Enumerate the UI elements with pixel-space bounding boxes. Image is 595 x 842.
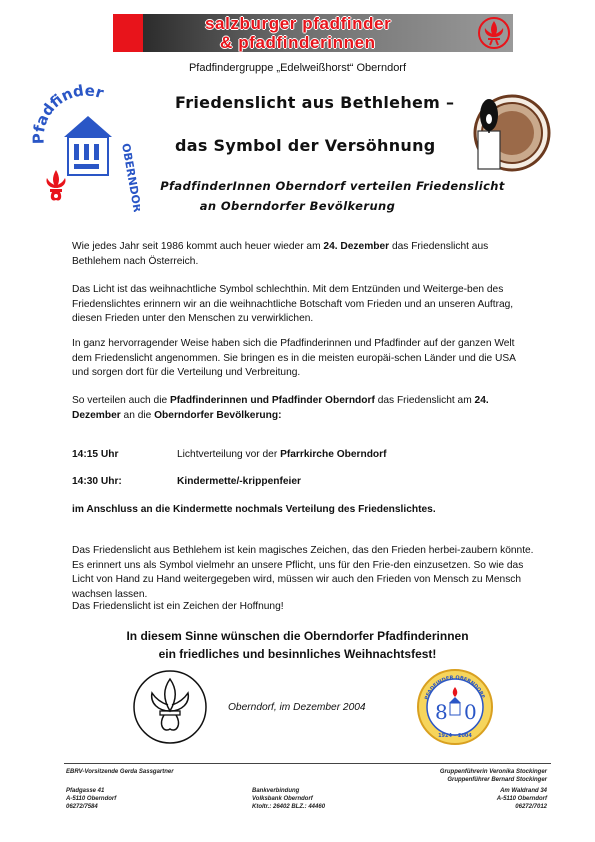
footer-center-bank-label: Bankverbindung [252, 788, 300, 794]
closing-line-2: ein friedliches und besinnliches Weihnachtsfest! [158, 647, 437, 661]
badge-number-right: 0 [464, 700, 477, 724]
banner-red-block [113, 14, 143, 52]
footer-left-city: A-5110 Oberndorf [66, 796, 117, 802]
anniversary-badge [415, 667, 495, 752]
schedule-desc-1 [177, 449, 387, 460]
footer-left-street: Pfadgasse 41 [66, 788, 105, 794]
footer-left-name: EBRV-Vorsitzende Gerda Sassgartner [66, 769, 174, 775]
footer-right-city: A-5110 Oberndorf [496, 796, 547, 802]
paragraph-4-text-a: So verteilen auch die [72, 395, 170, 406]
footer-right-phone: 06272/7012 [515, 804, 547, 810]
subtitle-line-1: PfadfinderInnen Oberndorf verteilen Friedenslicht [160, 179, 505, 193]
schedule-note: im Anschluss an die Kindermette nochmals Verteilung des Friedenslichtes. [72, 504, 436, 515]
paragraph-5: Das Friedenslicht aus Bethlehem ist kein magisches Zeichen, das den Frieden herbei-zaubern könnte. Es erinnert uns als Symbol vielmehr an unsere Pflicht, uns für den Frie-den einzusetzen. So wie das Licht von Hand zu Hand weitergegeben wird, müssen wir auch den Frieden von Mensch zu Mensch wachsen lassen. [72, 545, 534, 600]
footer-right-leader-2: Gruppenführer Bernard Stockinger [447, 777, 547, 783]
paragraph-3: In ganz hervorragender Weise haben sich die Pfadfinderinnen und Pfadfinder auf der ganzen Welt dem Friedenslicht angenommen. Sie bringen es in die meisten europäi-schen Länder und die USA und sorgen dort für die Verteilung und Verbreitung. [72, 338, 516, 378]
paragraph-1-text-c: das Friedenslicht aus Bethlehem nach Österreich. [72, 241, 489, 267]
paragraph-4 [72, 394, 534, 423]
banner-line-1: salzburger pfadfinder [205, 14, 392, 33]
paragraph-1-text-a: Wie jedes Jahr seit 1986 kommt auch heuer wieder am [72, 241, 324, 252]
page-title-line-2: das Symbol der Versöhnung [175, 136, 436, 155]
paragraph-4-text-c: das Friedenslicht am [374, 395, 475, 406]
subtitle-line-2: an Oberndorfer Bevölkerung [199, 199, 396, 213]
paragraph-2: Das Licht ist das weihnachtliche Symbol schlechthin. Mit dem Entzünden und Weiterge-ben des Friedenslichtes erinnern wir an die weihnachtliche Botschaft vom Frieden und an unseren Auftrag, diesen Frieden unter den Menschen zu verwirklichen. [72, 284, 514, 324]
scout-lily-emblem-icon [477, 16, 511, 55]
badge-years: 1924 – 2004 [438, 733, 472, 739]
page-title-line-1: Friedenslicht aus Bethlehem – [175, 93, 455, 112]
paragraph-1 [72, 240, 534, 269]
paragraph-6: Das Friedenslicht ist ein Zeichen der Hoffnung! [72, 601, 284, 612]
footer-right-street: Am Waldrand 34 [500, 788, 547, 794]
footer-rule [64, 763, 551, 764]
closing-line-1: In diesem Sinne wünschen die Oberndorfer Pfadfinderinnen [126, 629, 469, 643]
paragraph-1-date: 24. Dezember [323, 241, 390, 252]
place-date: Oberndorf, im Dezember 2004 [228, 702, 366, 713]
badge-number-left: 8 [435, 700, 448, 724]
schedule-desc-2: Kindermette/-krippenfeier [177, 476, 301, 487]
schedule-desc-1-a: Lichtverteilung vor der [177, 449, 281, 460]
paragraph-4-audience: Oberndorfer Bevölkerung: [154, 409, 282, 421]
schedule-desc-1-place: Pfarrkirche Oberndorf [280, 449, 387, 460]
footer-center-bank-name: Volksbank Oberndorf [252, 796, 313, 802]
logo-text-top: Pfadfinder [30, 82, 106, 145]
schedule-time-1: 14:15 Uhr [72, 449, 119, 460]
paragraph-4-date: 24. Dezember [72, 395, 489, 421]
footer-left-phone: 06272/7584 [66, 804, 98, 810]
banner-line-2: & pfadfinderinnen [220, 33, 376, 52]
logo-text-bottom: OBERNDORF [119, 142, 140, 212]
scout-trefoil-seal-icon [130, 667, 210, 752]
pfadfinder-oberndorf-logo [30, 82, 140, 217]
group-name-line: Pfadfindergruppe „Edelweißhorst“ Oberndorf [188, 62, 407, 74]
footer-right-leader-1: Gruppenführerin Veronika Stockinger [439, 769, 547, 775]
paragraph-4-group: Pfadfinderinnen und Pfadfinder Oberndorf [169, 395, 375, 406]
footer-center-account: Ktoltr.: 26402 BLZ.: 44460 [252, 804, 326, 810]
schedule-time-2: 14:30 Uhr: [72, 476, 122, 487]
candle-seal-icon [472, 93, 552, 178]
paragraph-4-text-e: an die [120, 409, 155, 421]
badge-ring-text: PFADFINDER OBERNDORF [424, 674, 486, 701]
